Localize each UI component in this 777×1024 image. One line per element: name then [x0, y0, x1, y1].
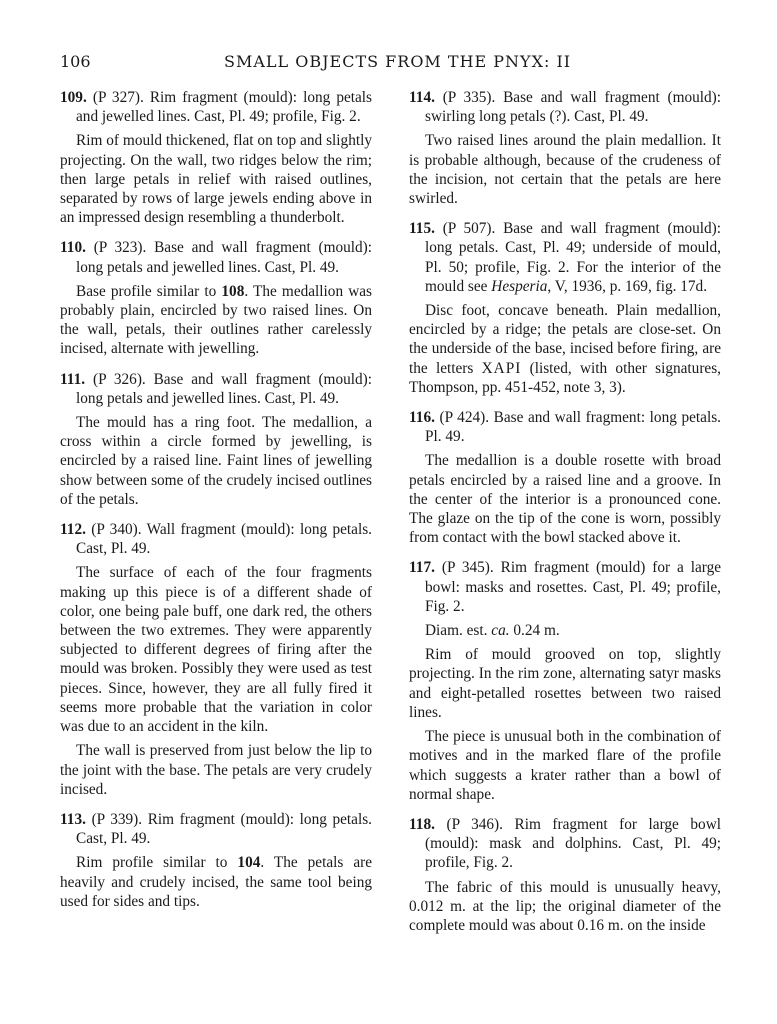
- catalogue-entry-111: [60, 370, 372, 509]
- entry-heading: [60, 370, 372, 408]
- catalogue-entry-113: [60, 810, 372, 911]
- entry-paragraph: [60, 282, 372, 359]
- cross-reference: 108: [221, 282, 245, 300]
- paragraph-text: . The petals are heavily and crudely incised, the same tool being used for sides and tips.: [60, 854, 372, 910]
- entry-description: , V, 1936, p. 169, fig. 17d.: [547, 277, 708, 295]
- entry-description: (P 327). Rim fragment (mould): long petals and jewelled lines. Cast, Pl. 49; profile, Fig. 2.: [76, 89, 372, 126]
- paragraph-text: Base profile similar to: [76, 282, 222, 300]
- entry-paragraph: The mould has a ring foot. The medallion, a cross within a circle formed by jewelling, is encircled by a raised line. Faint lines of jewelling show between some of the crudely incised outlines of the petals.: [60, 414, 372, 508]
- paragraph-text: Rim profile similar to: [76, 854, 238, 872]
- entry-paragraph: The piece is unusual both in the combination of motives and in the marked flare of the profile which suggests a krater rather than a bowl of normal shape.: [409, 728, 721, 803]
- entry-paragraph: [60, 853, 372, 911]
- entry-paragraph: Rim of mould grooved on top, slightly projecting. In the rim zone, alternating satyr masks and eight-petalled rosettes between two raised lines.: [409, 646, 721, 721]
- right-column: [409, 88, 721, 946]
- catalogue-entry-110: [60, 238, 372, 358]
- entry-number: 109.: [60, 89, 87, 106]
- entry-number: 116.: [409, 409, 435, 427]
- running-title: SMALL OBJECTS FROM THE PNYX: II: [224, 52, 572, 71]
- entry-paragraph: The fabric of this mould is unusually heavy, 0.012 m. at the lip; the original diameter of the complete mould was about 0.16 m. on the inside: [409, 878, 721, 934]
- entry-number: 118.: [409, 815, 435, 833]
- entry-number: 117.: [409, 559, 435, 577]
- entry-paragraph: The medallion is a double rosette with broad petals encircled by a raised line and a groove. In the center of the interior is a pronounced cone. The glaze on the tip of the cone is worn, possibly from contact with the bowl stacked above it.: [409, 452, 721, 547]
- entry-paragraph: The wall is preserved from just below the lip to the joint with the base. The petals are very crudely incised.: [60, 742, 372, 798]
- dimension-abbrev: ca.: [491, 622, 510, 640]
- entry-number: 114.: [409, 89, 435, 106]
- catalogue-entry-115: [409, 219, 721, 397]
- dimension-text: 0.24 m.: [509, 622, 560, 640]
- paragraph-text: Disc foot, concave beneath. Plain medallion, encircled by a ridge; the petals are close-set. On the underside of the base, incised before firing, are the letters: [409, 302, 721, 377]
- dimension-text: Diam. est.: [425, 622, 492, 640]
- paragraph-text: . The medallion was probably plain, encircled by two raised lines. On the wall, petals, their outlines rather carelessly incised, alternate with jewelling.: [60, 282, 372, 358]
- catalogue-entry-112: [60, 520, 372, 799]
- entry-heading: [409, 558, 721, 616]
- cross-reference: 104: [237, 854, 261, 872]
- paragraph-text: (listed, with other signatures, Thompson, pp. 451-452, note 3, 3).: [409, 359, 721, 396]
- entry-description: (P 346). Rim fragment for large bowl (mould): mask and dolphins. Cast, Pl. 49; profile, Fig. 2.: [425, 815, 721, 872]
- entry-number: 110.: [60, 239, 86, 257]
- journal-title: Hesperia: [491, 277, 548, 295]
- entry-paragraph: Two raised lines around the plain medallion. It is probable although, because of the crudeness of the incision, not certain that the petals are here swirled.: [409, 132, 721, 208]
- catalogue-entry-117: [409, 558, 721, 803]
- entry-paragraph: Rim of mould thickened, flat on top and slightly projecting. On the wall, two ridges below the rim; then large petals in relief with raised outlines, separated by rows of large jewels ending above in an impressed design resembling a thunderbolt.: [60, 132, 372, 227]
- entry-description: (P 326). Base and wall fragment (mould): long petals and jewelled lines. Cast, Pl. 49.: [76, 370, 372, 407]
- entry-heading: [60, 810, 372, 848]
- entry-paragraph: The surface of each of the four fragments making up this piece is of a different shade of color, one being pale buff, one dark red, the others between the two extremes. They were apparently subjected to different degrees of firing after the mould was broken. Possibly they were used as test pieces. Since, however, they are all fully fired it seems more probable that the variation in color was due to an accident in the kiln.: [60, 564, 372, 736]
- left-column: [60, 88, 372, 922]
- catalogue-entry-118: [409, 815, 721, 935]
- entry-heading: [409, 408, 721, 446]
- entry-heading: [409, 219, 721, 296]
- entry-description: (P 335). Base and wall fragment (mould): swirling long petals (?). Cast, Pl. 49.: [425, 89, 722, 126]
- entry-heading: [60, 520, 372, 558]
- catalogue-entry-109: [60, 88, 372, 227]
- entry-dimensions: [409, 621, 721, 640]
- entry-paragraph: [409, 301, 721, 397]
- entry-heading: [409, 88, 721, 126]
- entry-number: 115.: [409, 220, 435, 238]
- catalogue-entry-114: [409, 88, 721, 208]
- entry-description: (P 424). Base and wall fragment: long petals. Pl. 49.: [425, 409, 721, 446]
- entry-description: (P 340). Wall fragment (mould): long petals. Cast, Pl. 49.: [76, 521, 372, 558]
- page-header: [60, 52, 722, 76]
- entry-description: (P 339). Rim fragment (mould): long petals. Cast, Pl. 49.: [76, 810, 372, 848]
- entry-heading: [409, 815, 721, 873]
- entry-description: (P 345). Rim fragment (mould) for a large bowl: masks and rosettes. Cast, Pl. 49; profile, Fig. 2.: [425, 559, 722, 615]
- catalogue-entry-116: [409, 408, 721, 547]
- entry-description: (P 323). Base and wall fragment (mould): long petals and jewelled lines. Cast, Pl. 49.: [76, 239, 373, 276]
- entry-number: 112.: [60, 521, 86, 539]
- entry-heading: [60, 88, 372, 126]
- entry-number: 113.: [60, 810, 86, 828]
- entry-description: (P 507). Base and wall fragment (mould): long petals. Cast, Pl. 49; underside of mould, Pl. 50; profile, Fig. 2. For the interior of the mould see: [425, 220, 722, 295]
- entry-number: 111.: [60, 370, 86, 388]
- inscription-letters: XAPI: [481, 359, 522, 377]
- entry-heading: [60, 238, 372, 276]
- page-number: 106: [60, 52, 91, 71]
